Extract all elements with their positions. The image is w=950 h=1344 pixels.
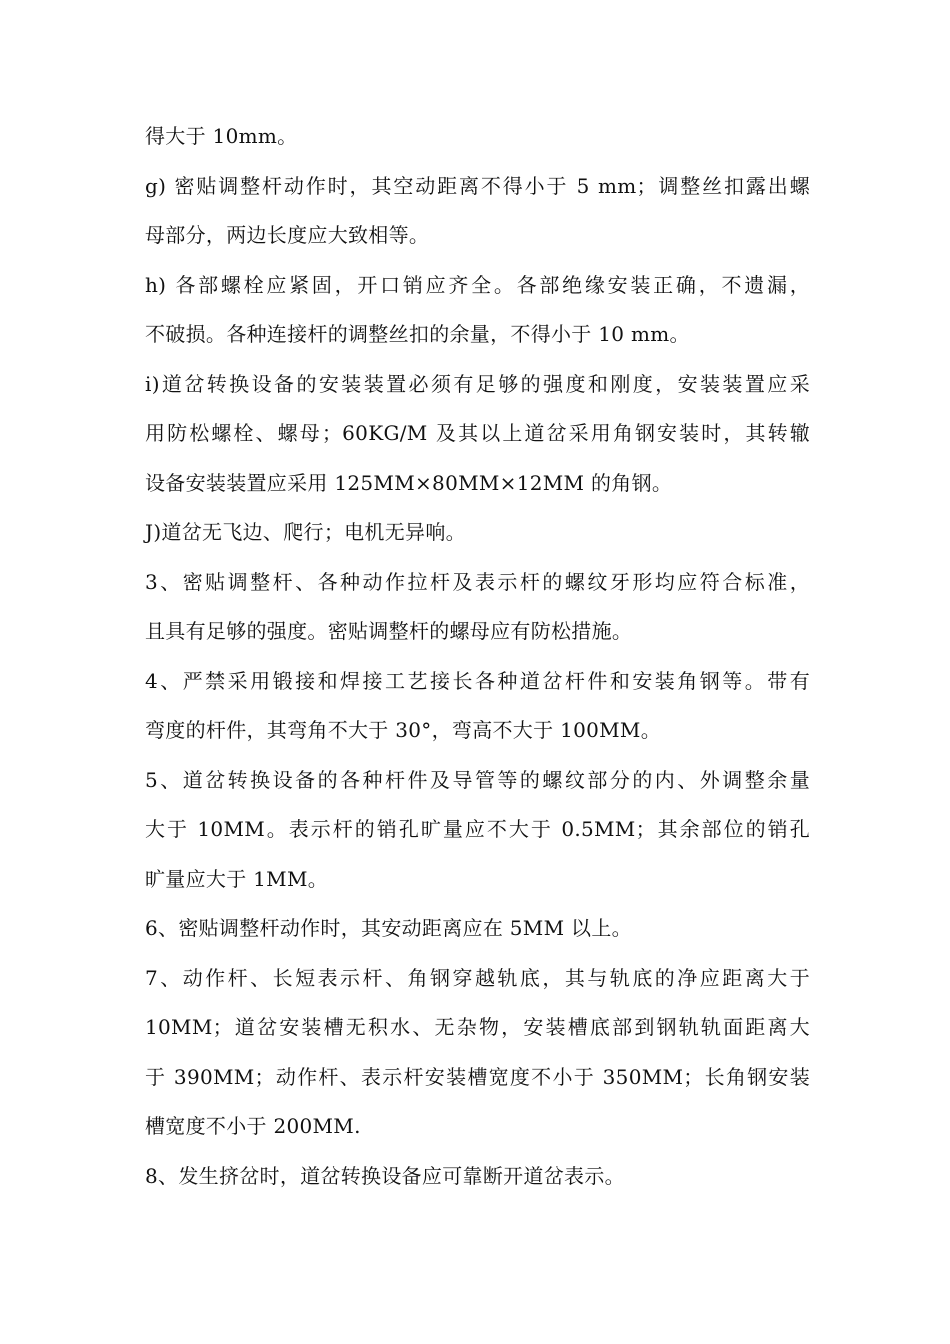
text-line: 母部分，两边长度应大致相等。 bbox=[145, 223, 430, 247]
text-line: g) 密贴调整杆动作时，其空动距离不得小于 5 mm；调整丝扣露出螺 bbox=[145, 173, 810, 198]
text-line: 大于 10MM。表示杆的销孔旷量应不大于 0.5MM；其余部位的销孔 bbox=[145, 817, 810, 841]
text-line: 设备安装装置应采用 125MM×80MM×12MM 的角钢。 bbox=[145, 470, 673, 495]
text-line: 8、发生挤岔时，道岔转换设备应可靠断开道岔表示。 bbox=[145, 1163, 625, 1188]
text-line: 6、密贴调整杆动作时，其安动距离应在 5MM 以上。 bbox=[145, 916, 632, 940]
document-body bbox=[145, 112, 810, 1201]
text-line: 得大于 10mm。 bbox=[145, 124, 298, 148]
text-line: 于 390MM；动作杆、表示杆安装槽宽度不小于 350MM；长角钢安装 bbox=[145, 1064, 810, 1089]
text-line: 不破损。各种连接杆的调整丝扣的余量，不得小于 10 mm。 bbox=[145, 322, 690, 346]
text-line: 4、严禁采用锻接和焊接工艺接长各种道岔杆件和安装角钢等。带有 bbox=[145, 668, 810, 693]
text-line: 7、动作杆、长短表示杆、角钢穿越轨底，其与轨底的净应距离大于 bbox=[145, 965, 810, 990]
text-line: 3、密贴调整杆、各种动作拉杆及表示杆的螺纹牙形均应符合标准， bbox=[145, 569, 810, 594]
text-line: h) 各部螺栓应紧固，开口销应齐全。各部绝缘安装正确，不遗漏， bbox=[145, 272, 810, 297]
text-line: 旷量应大于 1MM。 bbox=[145, 866, 329, 891]
text-line: 弯度的杆件，其弯角不大于 30°，弯高不大于 100MM。 bbox=[145, 718, 661, 742]
text-line: 槽宽度不小于 200MM. bbox=[145, 1114, 361, 1138]
text-line: 用防松螺栓、螺母；60KG/M 及其以上道岔采用角钢安装时，其转辙 bbox=[145, 421, 810, 445]
text-line: 10MM；道岔安装槽无积水、无杂物，安装槽底部到钢轨轨面距离大 bbox=[145, 1015, 810, 1039]
text-line: i)道岔转换设备的安装装置必须有足够的强度和刚度，安装装置应采 bbox=[145, 371, 810, 396]
text-line: 且具有足够的强度。密贴调整杆的螺母应有防松措施。 bbox=[145, 619, 633, 643]
text-line: 5、道岔转换设备的各种杆件及导管等的螺纹部分的内、外调整余量 bbox=[145, 767, 810, 792]
text-line: J)道岔无飞边、爬行；电机无异响。 bbox=[145, 520, 466, 544]
